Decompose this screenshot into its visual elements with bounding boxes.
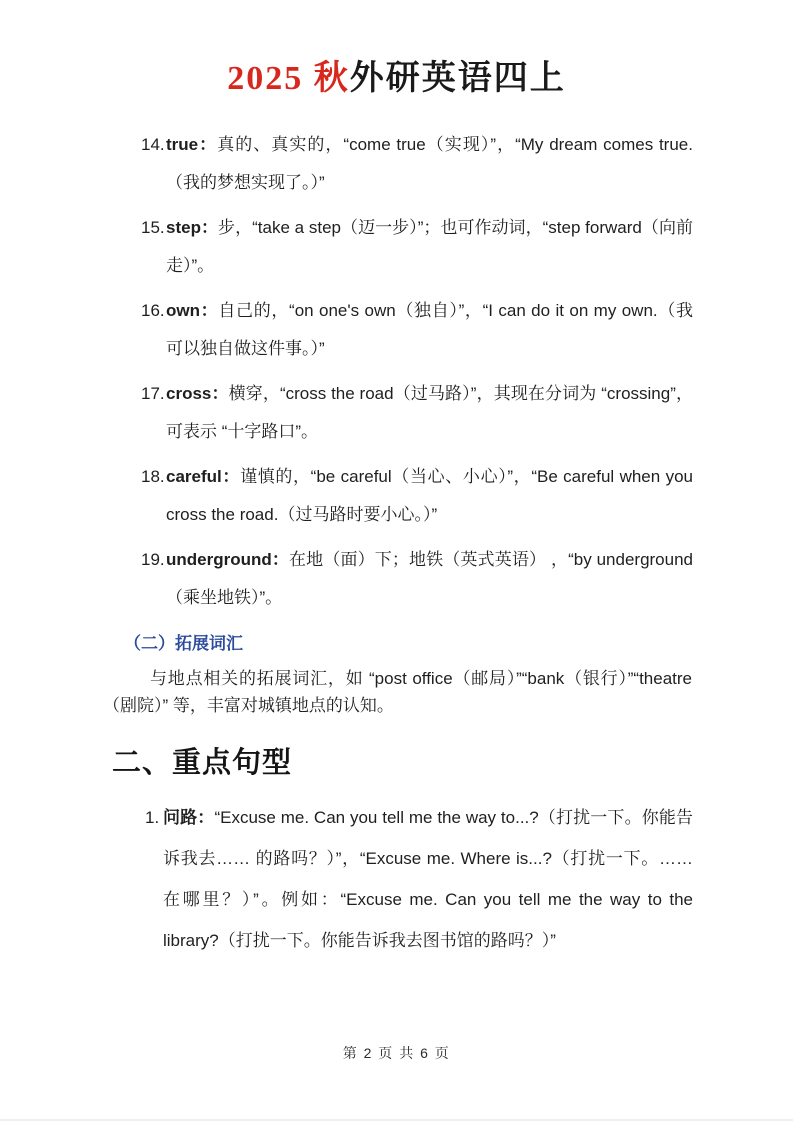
sentence-list: [141, 797, 693, 961]
item-number: 1.: [145, 808, 160, 827]
item-number: 17.: [141, 384, 165, 403]
section-heading-key-sentences: 二、重点句型: [112, 747, 293, 779]
vocab-item: [141, 375, 693, 451]
page-number: 第 2 页 共 6 页: [342, 1045, 451, 1061]
subsection-heading-expanded-vocab: （二）拓展词汇: [124, 634, 243, 653]
vocab-definition: 在地（面）下；地铁（英式英语） ，“by underground（乘坐地铁）”。: [166, 550, 693, 607]
vocab-item: [141, 541, 693, 617]
vocab-definition: 横穿，“cross the road（过马路）”，其现在分词为 “crossing”，可表示 “十字路口”。: [166, 384, 693, 441]
vocab-item: [141, 458, 693, 534]
vocab-definition: 真的、真实的，“come true（实现）”，“My dream comes true.（我的梦想实现了。）”: [166, 135, 693, 192]
title-book-name: 外研英语四上: [349, 60, 566, 97]
vocab-item: [141, 292, 693, 368]
vocab-word: own：: [166, 301, 219, 320]
sentence-content: “Excuse me. Can you tell me the way to...?（打扰一下。你能告诉我去…… 的路吗？）”，“Excuse me. Where is...?（打扰一下。…… 在哪里？）”。例如：“Excuse me. Can you tell me the way to the library?（打扰一下。你能告诉我去图书馆的路吗？）”: [163, 808, 693, 950]
title-year-term: 2025 秋: [227, 60, 350, 97]
sentence-topic: 问路：: [163, 808, 215, 827]
vocab-word: underground：: [166, 550, 290, 569]
vocab-definition: 自己的，“on one's own（独自）”，“I can do it on my own.（我可以独自做这件事。）”: [166, 301, 693, 358]
vocab-list: [141, 126, 693, 617]
vocab-word: step：: [166, 218, 219, 237]
item-number: 16.: [141, 301, 165, 320]
vocab-item: [141, 126, 693, 202]
item-number: 18.: [141, 467, 165, 486]
vocab-definition: 谨慎的，“be careful（当心、小心）”，“Be careful when you cross the road.（过马路时要小心。）”: [166, 467, 693, 524]
item-number: 19.: [141, 550, 165, 569]
item-number: 15.: [141, 218, 165, 237]
vocab-definition: 步，“take a step（迈一步）”；也可作动词，“step forward（向前走）”。: [166, 218, 693, 275]
page-title: [0, 0, 793, 99]
vocab-word: true：: [166, 135, 218, 154]
sentence-item: [141, 797, 693, 961]
item-number: 14.: [141, 135, 165, 154]
vocab-item: [141, 209, 693, 285]
expanded-vocab-paragraph: 与地点相关的拓展词汇，如 “post office（邮局）”“bank（银行）”“theatre（剧院）” 等，丰富对城镇地点的认知。: [103, 669, 692, 715]
vocab-word: cross：: [166, 384, 229, 403]
vocab-word: careful：: [166, 467, 241, 486]
